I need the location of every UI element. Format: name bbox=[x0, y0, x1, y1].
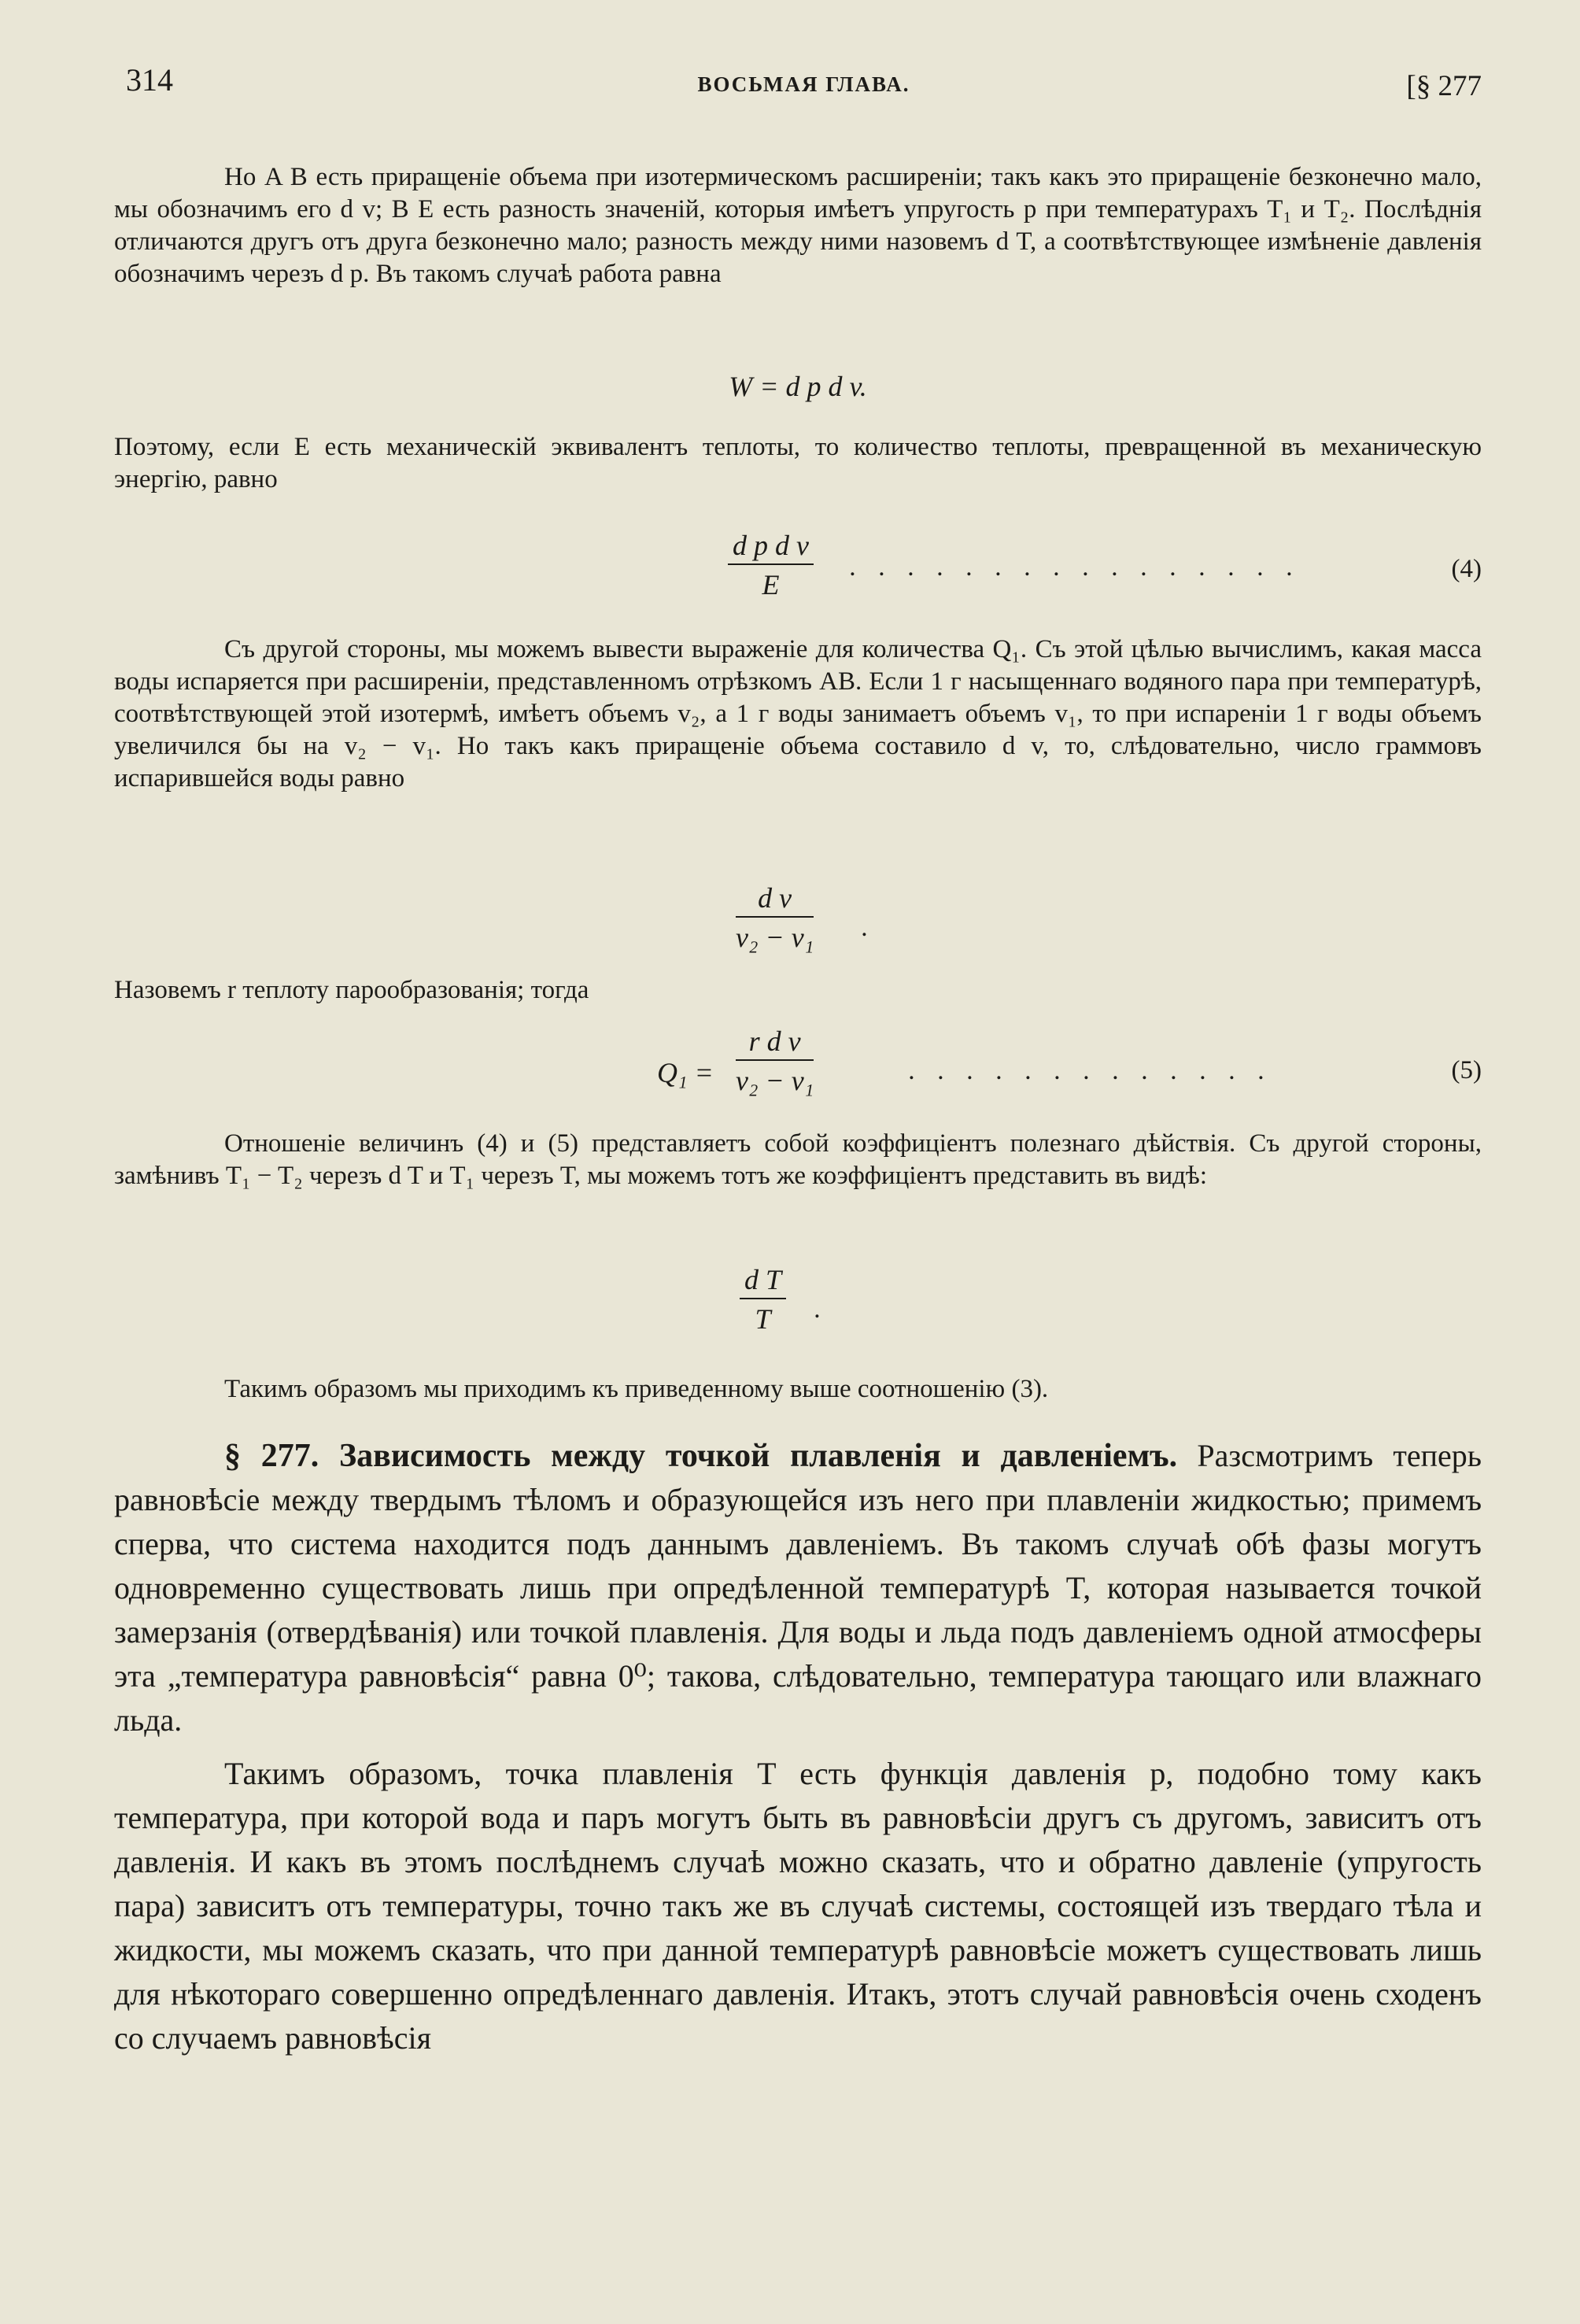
paragraph-vaporization bbox=[114, 974, 1482, 1007]
paragraph-text: Разсмотримъ теперь равновѣсіе между твердымъ тѣломъ и образующейся изъ него при плавленіи жидкостью; примемъ сперва, что система находится подъ даннымъ давленіемъ. Въ такомъ случаѣ обѣ фазы могутъ одновременно существовать лишь при опредѣленной температурѣ T, которая называется точкой замерзанія (отвердѣванія) или точкой плавленія. Для воды и льда подъ давленіемъ одной атмосферы эта „температура равновѣсія“ равна 0⁰; такова, слѣдовательно, температура тающаго или влажнаго льда. bbox=[114, 1438, 1482, 1738]
numerator: d T bbox=[740, 1263, 786, 1299]
numerator: d v bbox=[736, 881, 814, 918]
denominator: v₂ − v₁ bbox=[736, 1065, 814, 1096]
fraction bbox=[736, 881, 814, 954]
leader-dots: . . . . . . . . . . . . . . . . bbox=[850, 552, 1301, 582]
section-reference: [§ 277 bbox=[1406, 70, 1482, 102]
fraction bbox=[736, 1025, 814, 1097]
equation-work bbox=[114, 370, 1482, 409]
paragraph-work-intro bbox=[114, 161, 1482, 290]
denominator: T bbox=[755, 1303, 771, 1335]
equation-efficiency bbox=[114, 1263, 1482, 1350]
paragraph-text: Такимъ образомъ, точка плавленія T есть функція давленія p, подобно тому какъ температура, при которой вода и паръ могутъ быть въ равновѣсіи другъ съ другомъ, зависитъ отъ давленія. И какъ въ этомъ послѣднемъ случаѣ можно сказать, что и обратно давленіе (упругость пара) зависитъ отъ температуры, точно такъ же въ случаѣ системы, состоящей изъ твердаго тѣла и жидкости, мы можемъ сказать, что при данной температурѣ равновѣсіе можетъ существовать лишь для нѣкотораго совершенно опредѣленнаго давленія. Итакъ, этотъ случай равновѣсія очень сходенъ со случаемъ равновѣсія bbox=[114, 1756, 1482, 2056]
numerator: r d v bbox=[736, 1025, 814, 1061]
leader-dots: . . . . . . . . . . . . . bbox=[909, 1056, 1273, 1085]
equation-4 bbox=[114, 529, 1482, 615]
denominator: v₂ − v₁ bbox=[736, 922, 814, 953]
paragraph-text: Отношеніе величинъ (4) и (5) представляетъ собой коэффиціентъ полезнаго дѣйствія. Съ другой стороны, замѣнивъ T₁ − T₂ черезъ d T и T₁ черезъ T, мы можемъ тотъ же коэффиціентъ представить въ видѣ: bbox=[114, 1129, 1482, 1190]
equation-number: (5) bbox=[1451, 1056, 1482, 1084]
paragraph-text: Съ другой стороны, мы можемъ вывести выраженіе для количества Q₁. Съ этой цѣлью вычислимъ, какая масса воды испаряется при расширеніи, представленномъ отрѣзкомъ AB. Если 1 г насыщеннаго водяного пара при температурѣ, соотвѣтствующей этой изотермѣ, имѣетъ объемъ v₂, а 1 г воды занимаетъ объемъ v₁, то при испареніи 1 г воды объемъ увеличился бы на v₂ − v₁. Но такъ какъ приращеніе объема составило d v, то, слѣдовательно, число граммовъ испарившейся воды равно bbox=[114, 635, 1482, 793]
section-paragraph-2 bbox=[114, 1752, 1482, 2060]
paragraph-text: Такимъ образомъ мы приходимъ къ приведенному выше соотношенію (3). bbox=[224, 1375, 1049, 1403]
paragraph-efficiency bbox=[114, 1128, 1482, 1192]
page-number: 314 bbox=[126, 62, 173, 98]
paragraph-text: Но A B есть приращеніе объема при изотермическомъ расширеніи; такъ какъ это приращеніе безконечно мало, мы обозначимъ его d v; B E есть разность значеній, которыя имѣетъ упругость p при температурахъ T₁ и T₂. Послѣднія отличаются другъ отъ друга безконечно мало; разность между ними назовемъ d T, а соотвѣтствующее измѣненіе давленія обозначимъ черезъ d p. Въ такомъ случаѣ работа равна bbox=[114, 163, 1482, 288]
chapter-title: ВОСЬМАЯ ГЛАВА. bbox=[697, 72, 910, 96]
fraction bbox=[728, 529, 814, 601]
page-header bbox=[126, 61, 1482, 109]
section-heading: § 277. Зависимость между точкой плавленія и давленіемъ. bbox=[224, 1438, 1178, 1474]
lhs: Q₁ = bbox=[657, 1057, 714, 1088]
paragraph-text: Назовемъ r теплоту парообразованія; тогда bbox=[114, 976, 589, 1004]
paragraph-evaporation bbox=[114, 634, 1482, 795]
section-277 bbox=[114, 1434, 1482, 2060]
paragraph-conclusion bbox=[114, 1373, 1482, 1406]
section-paragraph-1 bbox=[114, 1434, 1482, 1742]
numerator: d p d v bbox=[728, 529, 814, 565]
trailing-period: . bbox=[814, 1295, 829, 1324]
fraction bbox=[740, 1263, 786, 1336]
equation-number: (4) bbox=[1451, 555, 1482, 583]
equation-mass bbox=[114, 881, 1482, 968]
equation-5 bbox=[114, 1025, 1482, 1111]
trailing-period: . bbox=[862, 913, 877, 942]
paragraph-heat-conversion bbox=[114, 431, 1482, 496]
paragraph-text: Поэтому, если E есть механическій эквивалентъ теплоты, то количество теплоты, превращенной въ механическую энергію, равно bbox=[114, 433, 1482, 493]
equation-text: W = d p d v. bbox=[729, 371, 867, 402]
denominator: E bbox=[762, 569, 780, 600]
